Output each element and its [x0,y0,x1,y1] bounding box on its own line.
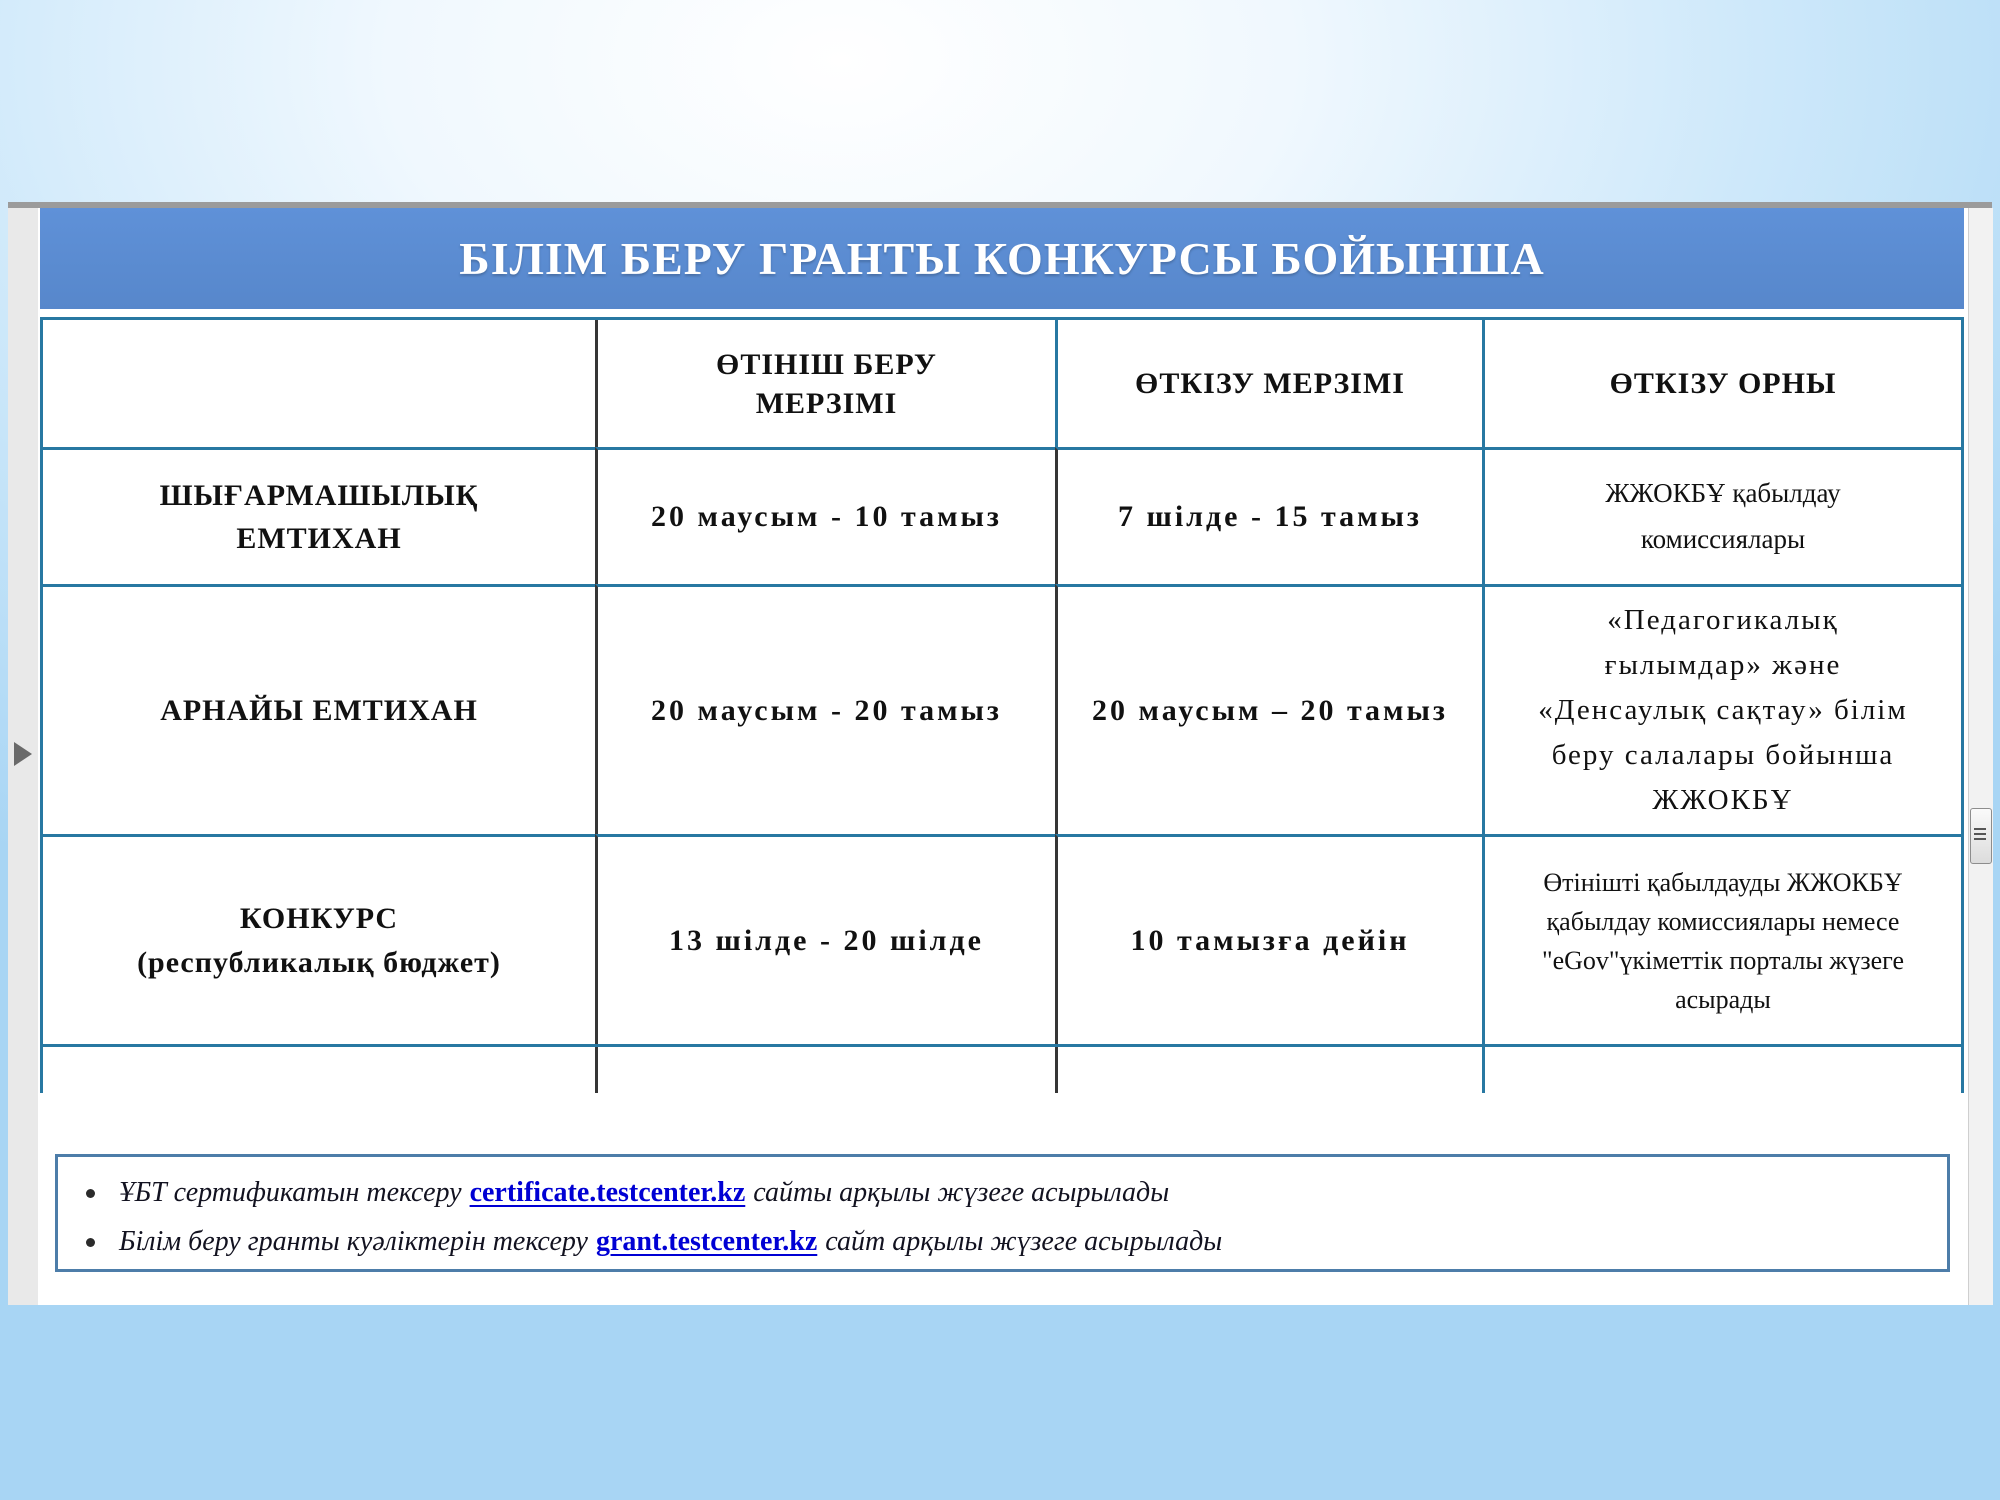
header-cell-application-period: ӨТІНІШ БЕРУ МЕРЗІМІ [595,320,1055,447]
row-creative-exam-application: 20 маусым - 10 тамыз [595,447,1055,584]
bullet-icon [86,1189,95,1198]
table-border-stub [1961,1047,1964,1093]
table-border-stub [40,1047,43,1093]
grant-testcenter-link[interactable]: grant.testcenter.kz [595,1226,818,1257]
header-cell-venue: ӨТКІЗУ ОРНЫ [1482,320,1961,447]
scrollbar-thumb[interactable] [1970,808,1992,864]
bullet-icon [86,1238,95,1247]
certificate-testcenter-link[interactable]: certificate.testcenter.kz [469,1177,746,1208]
row-competition-application: 13 шілде - 20 шілде [595,834,1055,1044]
row-special-exam-conduct: 20 маусым – 20 тамыз [1055,584,1482,834]
grant-schedule-table [40,317,1964,1047]
row-creative-exam-name: ШЫҒАРМАШЫЛЫҚ ЕМТИХАН [43,447,595,584]
row-competition-conduct: 10 тамызға дейін [1055,834,1482,1044]
note-item-grant [86,1226,1937,1258]
note-text: сайты арқылы жүзеге асырылады [753,1177,1170,1208]
notes-box [55,1154,1950,1272]
scrollbar-track[interactable] [1968,208,1993,1305]
row-competition-name: КОНКУРС (республикалық бюджет) [43,834,595,1044]
row-special-exam-venue: «Педагогикалық ғылымдар» және «Денсаулық сақтау» білім беру салалары бойынша ЖЖОКБҰ [1482,584,1961,834]
page-title: БІЛІМ БЕРУ ГРАНТЫ КОНКУРСЫ БОЙЫНША [459,233,1545,284]
row-competition-venue: Өтінішті қабылдауды ЖЖОКБҰ қабылдау комиссиялары немесе "eGov"үкіметтік порталы жүзеге асырады [1482,834,1961,1044]
note-text: Білім беру гранты куәліктерін тексеру [119,1226,588,1257]
slide-page [38,208,1968,1305]
row-special-exam-name: АРНАЙЫ ЕМТИХАН [43,584,595,834]
grip-lines-icon [1974,828,1986,842]
expand-panel-arrow-icon[interactable] [14,742,32,766]
header-cell-conduct-period: ӨТКІЗУ МЕРЗІМІ [1055,320,1482,447]
table-border-stub [1055,1047,1058,1093]
row-creative-exam-conduct: 7 шілде - 15 тамыз [1055,447,1482,584]
row-special-exam-application: 20 маусым - 20 тамыз [595,584,1055,834]
table-border-stub [595,1047,598,1093]
row-creative-exam-venue: ЖЖОКБҰ қабылдау комиссиялары [1482,447,1961,584]
slide-title-bar [40,208,1964,309]
header-cell-empty [43,320,595,447]
note-item-certificate [86,1177,1937,1209]
table-border-stub [1482,1047,1485,1093]
left-panel-gutter [8,208,39,1305]
note-text: ҰБТ сертификатын тексеру [119,1177,462,1208]
note-text: сайт арқылы жүзеге асырылады [825,1226,1223,1257]
